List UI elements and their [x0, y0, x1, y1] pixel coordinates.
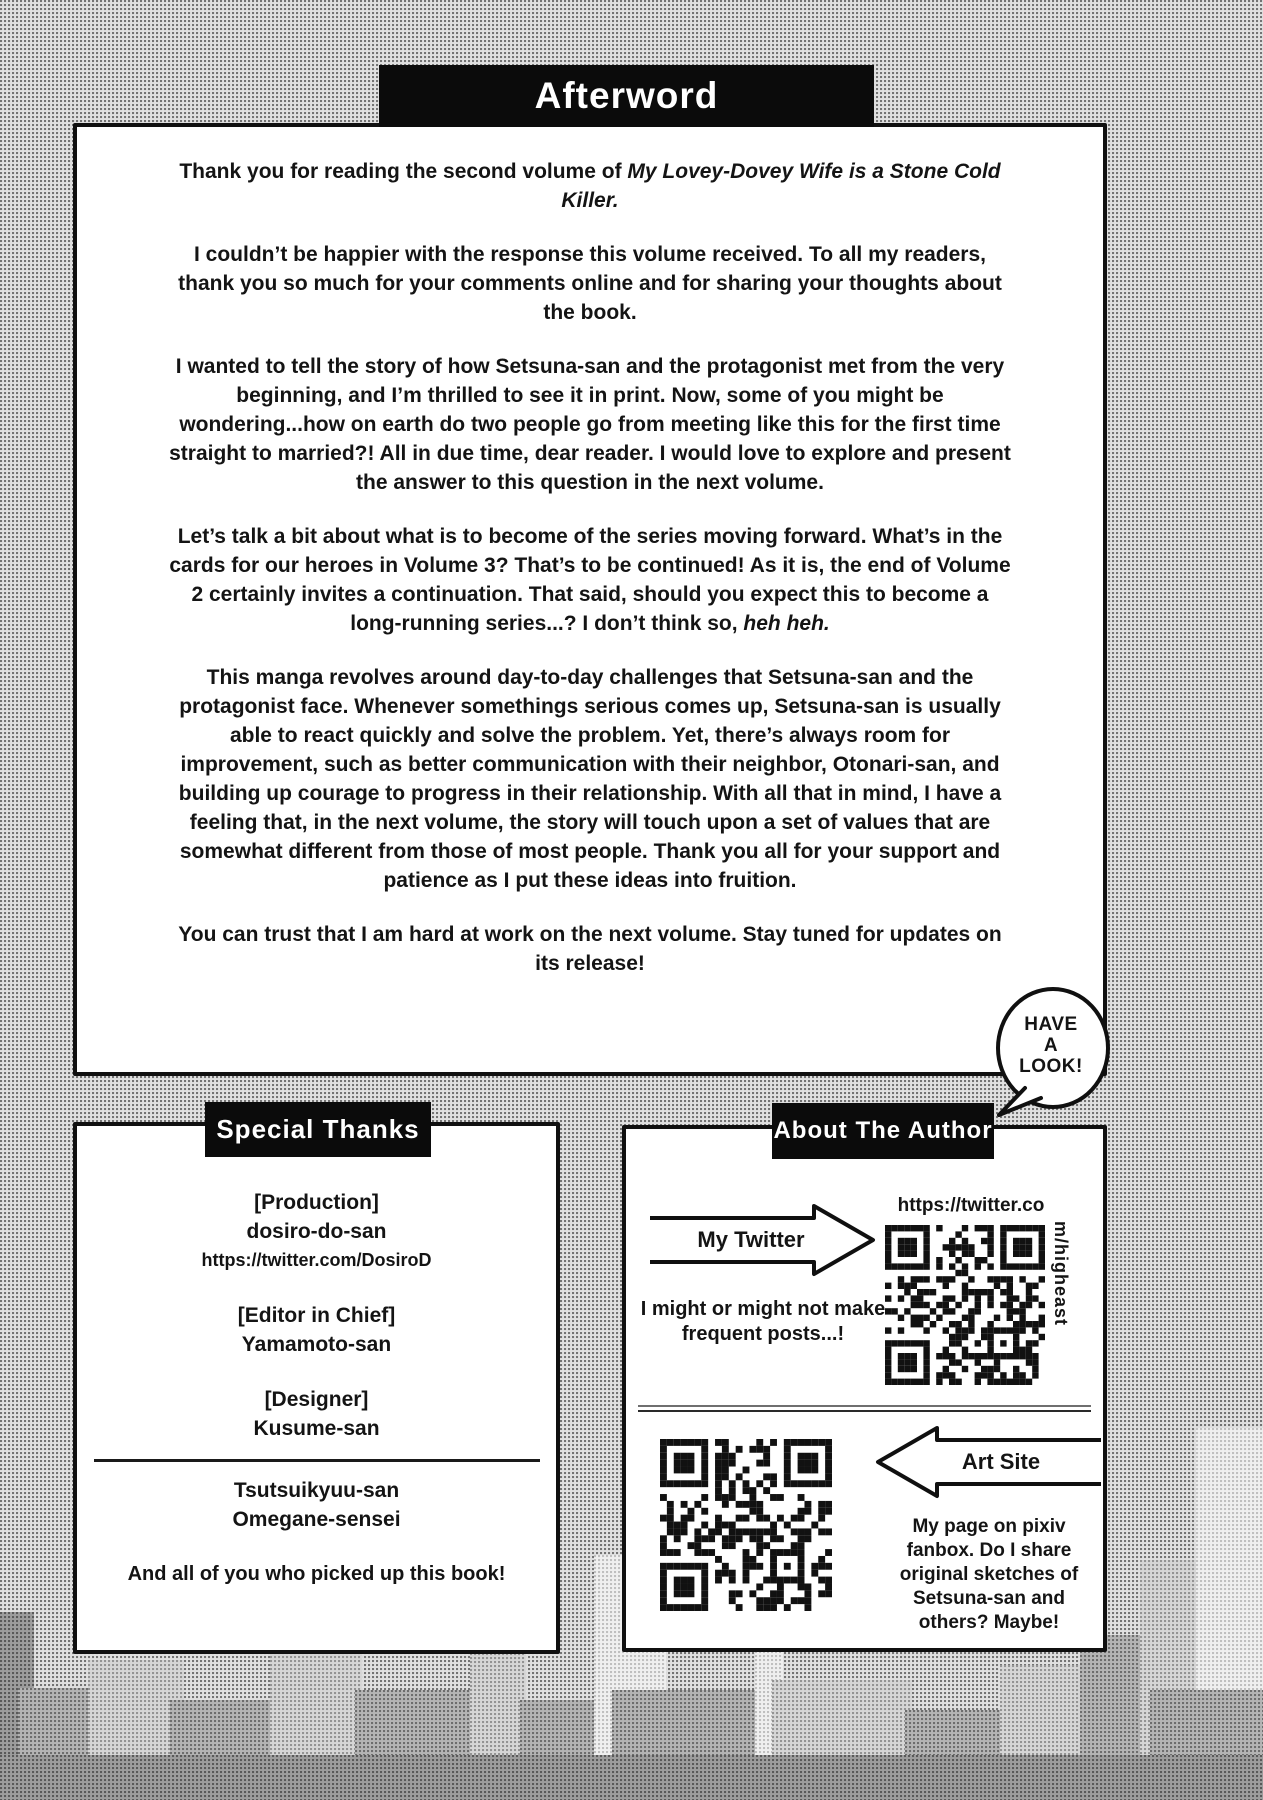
afterword-paragraph: I couldn’t be happier with the response this volume received. To all my readers, thank you so much for your comments online and for sharing your thoughts about the book. — [178, 243, 1002, 324]
twitter-url-vertical-text: m/higheast — [1051, 1221, 1071, 1327]
section-divider — [638, 1405, 1091, 1412]
art-site-note: My page on pixiv fanbox. Do I share original sketches of Setsuna-san and others? Maybe! — [899, 1516, 1079, 1633]
designer-name: Kusume-san — [253, 1417, 380, 1440]
production-twitter-url: https://twitter.com/DosiroD — [201, 1250, 432, 1270]
my-twitter-arrow — [650, 1203, 876, 1277]
art-site-arrow — [869, 1425, 1101, 1499]
book-title-italic: My Lovey-Dovey Wife is a Stone Cold Killer. — [561, 160, 1001, 212]
afterword-paragraph: You can trust that I am hard at work on the next volume. Stay tuned for updates on its release! — [178, 923, 1002, 975]
speech-bubble — [993, 986, 1115, 1120]
production-name: dosiro-do-san — [246, 1220, 387, 1243]
afterword-panel — [73, 75, 1107, 1076]
special-thanks-panel — [73, 1114, 560, 1654]
extra-thanks-name: Tsutsuikyuu-san — [233, 1479, 400, 1502]
heh-heh-italic: heh heh. — [743, 612, 830, 635]
afterword-title: Afterword — [379, 65, 874, 127]
designer-label: [Designer] — [264, 1388, 369, 1411]
afterword-paragraph: This manga revolves around day-to-day challenges that Setsuna-san and the protagonist face. Whenever somethings serious comes up, Setsuna-san is usually able to react quickly and solve the problem. Yet, there’s always room for improvement, such as better communication with their neighbor, Otonari-san, and building up courage to progress in their relationship. With all that in mind, I have a feeling that, in the next volume, the story will touch upon a set of values that are somewhat different from those of most people. Thank you all for your support and patience as I put these ideas into fruition. — [178, 666, 1002, 892]
building — [0, 1755, 1263, 1800]
about-author-title: About The Author — [772, 1103, 994, 1159]
editor-label: [Editor in Chief] — [237, 1304, 396, 1327]
speech-bubble-text: HAVE A LOOK! — [1019, 1014, 1083, 1077]
special-thanks-list — [77, 1126, 556, 1589]
about-author-panel — [622, 1117, 1107, 1652]
extra-thanks-name: Omegane-sensei — [232, 1508, 401, 1531]
production-label: [Production] — [254, 1191, 379, 1214]
afterword-paragraph: Thank you for reading the second volume of My Lovey-Dovey Wife is a Stone Cold Killer. — [179, 160, 1001, 212]
thanks-divider — [94, 1459, 540, 1462]
afterword-text — [167, 127, 1013, 978]
art-site-label: Art Site — [961, 1449, 1041, 1474]
special-thanks-title: Special Thanks — [205, 1102, 431, 1157]
twitter-qr-code — [885, 1225, 1045, 1385]
art-site-qr-code — [660, 1439, 832, 1611]
afterword-paragraph: Let’s talk a bit about what is to become of the series moving forward. What’s in the cards for our heroes in Volume 3? That’s to be continued! As it is, the end of Volume 2 certainly invites a continuation. That said, should you expect this to become a long-running series...? I don’t think so, heh heh. — [169, 525, 1011, 635]
thanks-footer: And all of you who picked up this book! — [127, 1563, 506, 1585]
editor-name: Yamamoto-san — [241, 1333, 392, 1356]
afterword-paragraph: I wanted to tell the story of how Setsuna-san and the protagonist met from the very beginning, and I’m thrilled to see it in print. Now, some of you might be wondering...how on earth do two people go from meeting like this for the first time straight to married?! All in due time, dear reader. I would love to explore and present the answer to this question in the next volume. — [169, 355, 1011, 494]
twitter-url-text: https://twitter.co — [897, 1195, 1045, 1216]
twitter-note: I might or might not make frequent posts...! — [640, 1298, 886, 1345]
my-twitter-label: My Twitter — [697, 1227, 805, 1252]
